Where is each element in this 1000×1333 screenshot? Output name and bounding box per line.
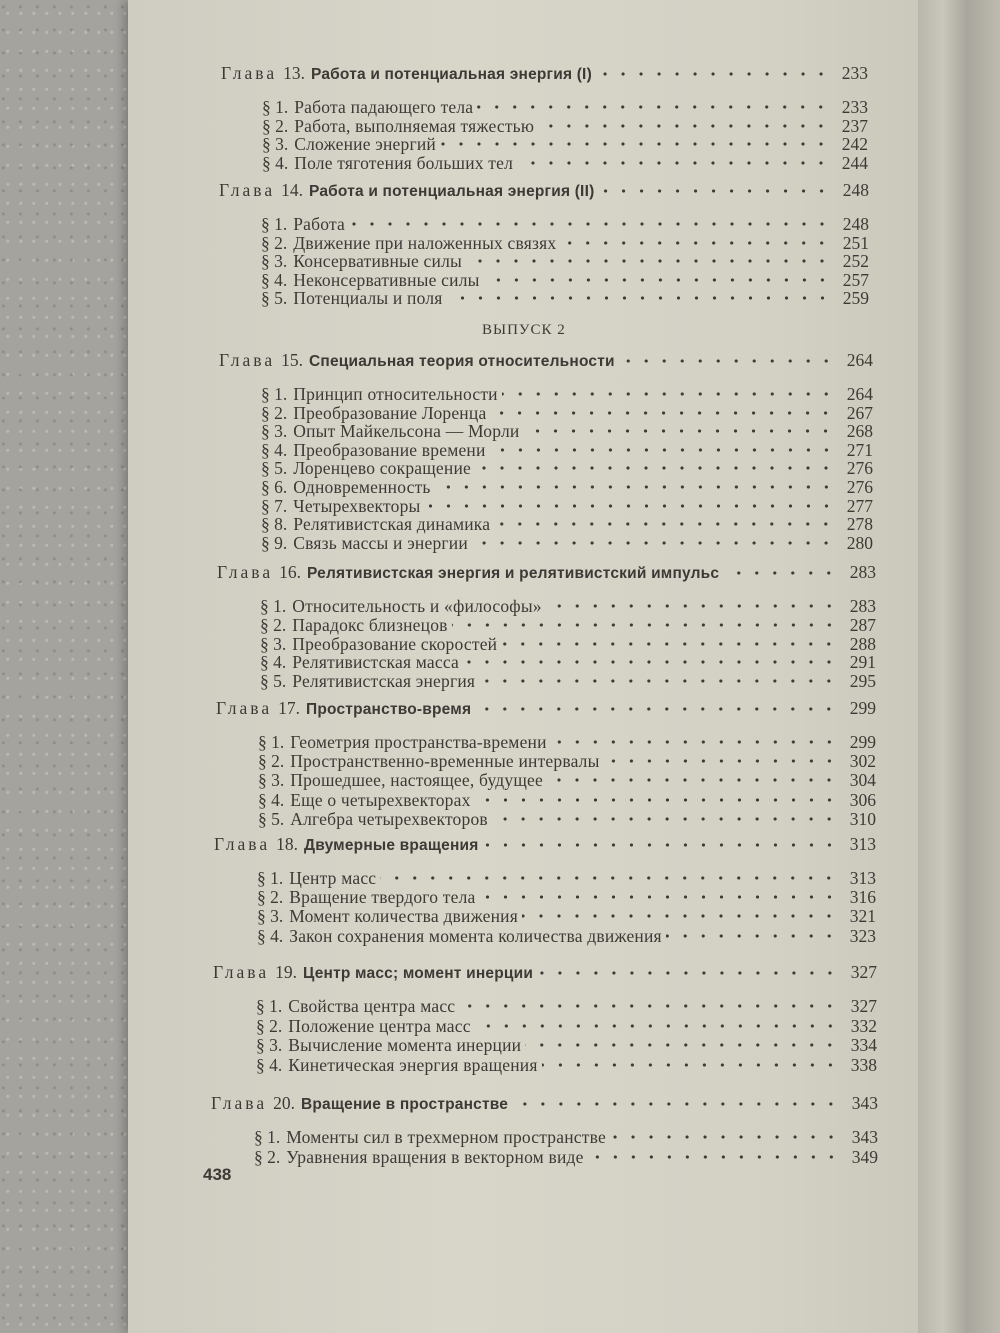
section-title: Консервативные силы [293,251,462,272]
dot-leader [547,778,838,782]
dot-leader [522,914,838,918]
chapter-number: 13. [283,63,305,83]
section-page: 291 [849,652,876,673]
dot-leader [512,1102,840,1106]
section-title: Четырехвекторы [293,495,421,516]
section-number: § 4. [261,439,288,460]
section-row [261,477,873,497]
section-number: § 1. [256,996,283,1016]
section-row [258,790,876,810]
section-row [262,134,868,154]
dot-leader [604,759,838,763]
section-title: Преобразование скоростей [292,633,498,654]
section-number: § 5. [261,288,288,309]
chapter-row [211,1093,878,1115]
section-page: 299 [849,732,876,752]
section-row [260,652,876,672]
section-row [257,906,876,926]
section-number: § 4. [256,1054,283,1075]
dot-leader [525,1043,839,1047]
section-number: § 4. [258,789,285,810]
section-title: Парадокс близнецов [292,614,448,635]
section-title: Работа [293,214,346,234]
chapter-number: 18. [276,834,298,854]
section-number: § 5. [260,671,287,692]
section-page: 244 [841,152,868,173]
dot-leader [349,222,831,226]
section-row [261,440,873,460]
dot-leader [490,448,835,452]
section-row [258,770,876,790]
section-page: 343 [851,1127,878,1147]
section-page: 264 [846,384,873,404]
section-row [254,1147,878,1167]
dot-leader [484,278,831,282]
chapter-word: Глава [217,562,274,582]
dot-leader [537,971,839,975]
section-page: 288 [849,633,876,654]
chapter-row [221,63,868,85]
chapter-page: 264 [846,350,873,370]
section-page: 323 [849,925,876,946]
dot-leader [480,895,839,899]
section-row [257,926,876,946]
section-title: Геометрия пространства-времени [290,732,547,752]
chapter-word: Глава [213,962,270,982]
dot-leader [598,189,831,193]
section-number: § 1. [261,384,288,404]
chapter-page: 248 [842,180,869,200]
section-page: 280 [846,532,873,553]
section-title: Релятивистская энергия [292,671,476,692]
chapter-page: 313 [849,834,876,854]
section-page: 251 [842,232,869,253]
section-number: § 1. [257,868,284,888]
section-title: Закон сохранения момента количества движения [289,925,662,946]
section-row [256,1035,877,1055]
section-number: § 5. [261,458,288,479]
section-number: § 1. [261,214,288,234]
section-number: § 2. [260,614,287,635]
section-title: Лоренцево сокращение [293,458,471,479]
section-title: Принцип относительности [293,384,498,404]
section-page: 306 [849,789,876,810]
dot-leader [596,72,830,76]
section-number: § 3. [262,134,289,155]
section-row [262,97,868,117]
section-page: 276 [846,477,873,497]
dot-leader [538,124,830,128]
section-title: Одновременность [293,477,431,497]
section-row [261,533,873,553]
section-page: 295 [849,671,876,692]
dot-leader [502,392,835,396]
chapter-title: Специальная теория относительности [308,353,615,370]
section-page: 332 [850,1015,877,1036]
section-number: § 1. [258,732,285,752]
section-number: § 4. [260,652,287,673]
section-number: § 3. [261,421,288,442]
section-title: Прошедшее, настоящее, будущее [290,770,543,791]
chapter-row [219,350,873,372]
section-page: 302 [849,751,876,772]
section-number: § 2. [261,232,288,253]
section-number: § 3. [261,251,288,272]
chapter-word: Глава [219,180,276,200]
chapter-row [219,180,869,202]
section-title: Связь массы и энергии [293,532,468,553]
chapter-title: Двумерные вращения [303,837,479,854]
section-row [261,214,869,234]
section-page: 327 [850,996,877,1016]
section-page: 278 [846,514,873,535]
chapter-number: 20. [273,1093,295,1113]
section-page: 283 [849,596,876,616]
dot-leader [723,571,838,575]
section-page: 310 [849,808,876,829]
section-number: § 3. [258,770,285,791]
section-row [257,887,876,907]
section-page: 334 [850,1035,877,1055]
section-page: 271 [846,439,873,460]
section-number: § 3. [256,1035,283,1055]
section-number: § 3. [260,633,287,654]
dot-leader [475,707,838,711]
section-title: Работа, выполняемая тяжестью [294,115,535,136]
section-row [262,116,868,136]
section-number: § 9. [261,532,288,553]
section-number: § 4. [257,925,284,946]
section-number: § 3. [257,906,284,927]
section-title: Работа падающего тела [294,97,474,117]
chapter-word: Глава [214,834,271,854]
section-number: § 2. [254,1146,281,1167]
section-row [256,996,877,1016]
dot-leader [490,411,835,415]
dot-leader [517,161,830,165]
section-page: 287 [849,614,876,635]
chapter-word: Глава [219,350,276,370]
chapter-row [213,962,877,984]
section-page: 268 [846,421,873,442]
section-title: Пространственно-временные интервалы [290,751,600,772]
dot-leader [492,817,838,821]
chapter-row [216,698,876,720]
chapter-row [217,562,876,584]
dot-leader [472,541,835,545]
dot-leader [459,1004,839,1008]
section-row [261,421,873,441]
section-row [261,288,869,308]
chapter-number: 17. [278,698,300,718]
section-number: § 1. [254,1127,281,1147]
chapter-number: 16. [279,562,301,582]
section-title: Еще о четырехвекторах [290,789,471,810]
dot-leader [452,623,838,627]
section-row [261,514,873,534]
section-title: Релятивистская масса [292,652,460,673]
section-row [258,751,876,771]
section-page: 349 [851,1146,878,1167]
section-page: 338 [850,1054,877,1075]
section-title: Центр масс [289,868,377,888]
section-title: Момент количества движения [289,906,518,927]
chapter-title: Вращение в пространстве [300,1096,509,1113]
section-page: 267 [846,402,873,423]
section-page: 233 [841,97,868,117]
dot-leader [666,934,838,938]
chapter-word: Глава [211,1093,268,1113]
dot-leader [588,1155,840,1159]
dot-leader [619,359,835,363]
section-row [256,1016,877,1036]
section-row [254,1127,878,1147]
section-page: 237 [841,115,868,136]
chapter-title: Работа и потенциальная энергия (II) [308,183,595,200]
section-page: 313 [849,868,876,888]
section-number: § 7. [261,495,288,516]
section-number: § 2. [257,887,284,908]
dot-leader [551,740,838,744]
part-heading: ВЫПУСК 2 [482,322,566,338]
section-page: 321 [849,906,876,927]
dot-leader [610,1135,840,1139]
chapter-number: 15. [281,350,303,370]
dot-leader [546,604,838,608]
chapter-page: 343 [851,1093,878,1113]
section-row [261,458,873,478]
dot-leader [447,296,831,300]
section-title: Движение при наложенных связях [293,232,557,253]
dot-leader [542,1063,839,1067]
section-number: § 2. [262,115,289,136]
section-title: Преобразование Лоренца [293,402,487,423]
chapter-row [214,834,876,856]
section-row [261,270,869,290]
dot-leader [463,660,838,664]
section-number: § 5. [258,808,285,829]
section-title: Положение центра масс [288,1015,471,1036]
dot-leader [560,241,831,245]
section-row [258,809,876,829]
section-number: § 4. [262,152,289,173]
section-page: 259 [842,288,869,309]
section-row [261,496,873,516]
section-row [262,153,868,173]
chapter-word: Глава [221,63,278,83]
chapter-page: 327 [850,962,877,982]
section-page: 316 [849,887,876,908]
section-number: § 2. [256,1015,283,1036]
dot-leader [477,105,830,109]
section-number: § 4. [261,269,288,290]
chapter-number: 19. [275,962,297,982]
section-page: 276 [846,458,873,479]
section-row [261,233,869,253]
dot-leader [475,1024,839,1028]
section-title: Относительность и «философы» [292,596,542,616]
section-page: 277 [846,495,873,516]
section-row [256,1055,877,1075]
section-title: Преобразование времени [293,439,486,460]
chapter-title: Работа и потенциальная энергия (I) [310,66,592,83]
dot-leader [466,259,831,263]
section-title: Потенциалы и поля [293,288,443,309]
section-page: 252 [842,251,869,272]
section-number: § 2. [261,402,288,423]
section-page: 257 [842,269,869,290]
dot-leader [440,142,830,146]
chapter-page: 233 [841,63,868,83]
section-page: 304 [849,770,876,791]
section-page: 248 [842,214,869,234]
section-number: § 6. [261,477,288,497]
dot-leader [501,642,838,646]
chapter-title: Пространство-время [305,701,472,718]
chapter-word: Глава [216,698,273,718]
section-number: § 1. [260,596,287,616]
section-row [257,868,876,888]
page-number: 438 [203,1165,232,1184]
dot-leader [479,679,838,683]
section-title: Релятивистская динамика [293,514,491,535]
section-title: Вычисление момента инерции [288,1035,522,1055]
section-number: § 1. [262,97,289,117]
section-title: Опыт Майкельсона — Морли [293,421,520,442]
section-row [260,671,876,691]
section-title: Кинетическая энергия вращения [288,1054,538,1075]
section-row [260,596,876,616]
section-row [260,615,876,635]
section-page: 242 [841,134,868,155]
dot-leader [494,522,835,526]
dot-leader [435,485,835,489]
section-title: Моменты сил в трехмерном пространстве [286,1127,606,1147]
section-title: Уравнения вращения в векторном виде [286,1146,584,1167]
section-row [258,732,876,752]
dot-leader [523,429,835,433]
section-number: § 8. [261,514,288,535]
section-title: Неконсервативные силы [293,269,480,290]
section-number: § 2. [258,751,285,772]
section-title: Сложение энергий [294,134,436,155]
dot-leader [475,798,838,802]
chapter-number: 14. [281,180,303,200]
section-row [260,634,876,654]
section-title: Алгебра четырехвекторов [290,808,488,829]
section-title: Свойства центра масс [288,996,456,1016]
dot-leader [425,504,835,508]
chapter-title: Релятивистская энергия и релятивистский импульс [306,565,720,582]
chapter-page: 283 [849,562,876,582]
dot-leader [475,466,835,470]
chapter-page: 299 [849,698,876,718]
section-title: Поле тяготения больших тел [294,152,514,173]
section-row [261,251,869,271]
section-row [261,403,873,423]
dot-leader [380,876,838,880]
dot-leader [483,843,838,847]
chapter-title: Центр масс; момент инерции [302,965,534,982]
section-row [261,384,873,404]
section-title: Вращение твердого тела [289,887,476,908]
